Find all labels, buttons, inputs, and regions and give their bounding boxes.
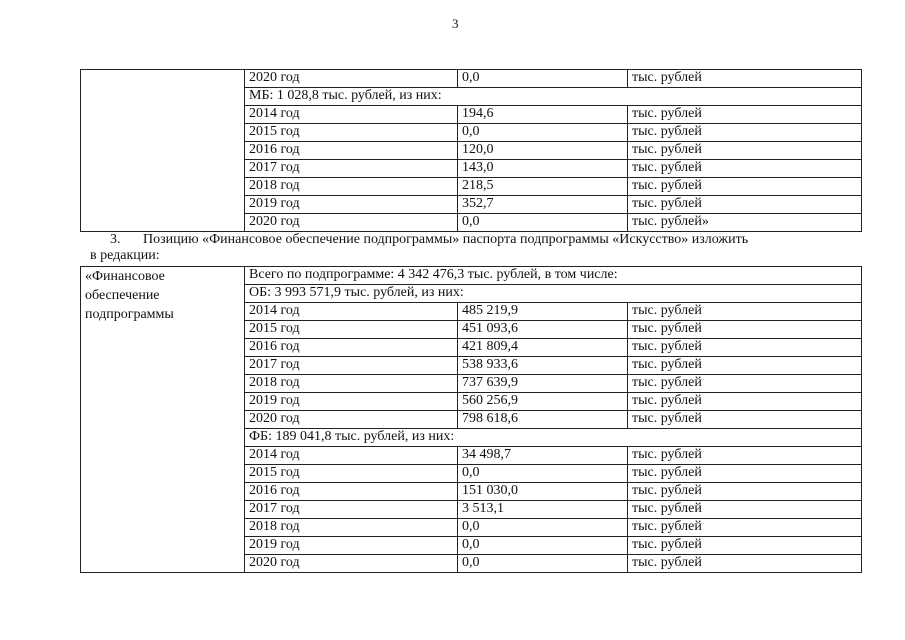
value-cell: 151 030,0	[458, 483, 628, 501]
unit-cell: тыс. рублей	[628, 465, 862, 483]
unit-cell: тыс. рублей»	[628, 214, 862, 232]
label-cell: «Финансовое обеспечение подпрограммы	[81, 267, 245, 573]
value-cell: 0,0	[458, 519, 628, 537]
value-cell: 0,0	[458, 70, 628, 88]
year-cell: 2016 год	[245, 339, 458, 357]
value-cell: 352,7	[458, 196, 628, 214]
unit-cell: тыс. рублей	[628, 519, 862, 537]
page-number: 3	[452, 16, 459, 31]
unit-cell: тыс. рублей	[628, 447, 862, 465]
unit-cell: тыс. рублей	[628, 196, 862, 214]
value-cell: 194,6	[458, 106, 628, 124]
unit-cell: тыс. рублей	[628, 483, 862, 501]
unit-cell: тыс. рублей	[628, 357, 862, 375]
year-cell: 2015 год	[245, 321, 458, 339]
value-cell: 0,0	[458, 124, 628, 142]
value-cell: 0,0	[458, 465, 628, 483]
mb-header-cell: МБ: 1 028,8 тыс. рублей, из них:	[245, 88, 862, 106]
year-cell: 2018 год	[245, 178, 458, 196]
value-cell: 218,5	[458, 178, 628, 196]
year-cell: 2016 год	[245, 142, 458, 160]
unit-cell: тыс. рублей	[628, 70, 862, 88]
unit-cell: тыс. рублей	[628, 178, 862, 196]
financing-table-continued	[80, 69, 862, 232]
unit-cell: тыс. рублей	[628, 106, 862, 124]
unit-cell: тыс. рублей	[628, 321, 862, 339]
instruction-text-line2: в редакции:	[90, 248, 160, 263]
value-cell: 34 498,7	[458, 447, 628, 465]
year-cell: 2017 год	[245, 357, 458, 375]
year-cell: 2018 год	[245, 375, 458, 393]
ob-header-cell: ОБ: 3 993 571,9 тыс. рублей, из них:	[245, 285, 862, 303]
instruction-text-line1: Позицию «Финансовое обеспечение подпрограммы» паспорта подпрограммы «Искусство» изложить	[143, 232, 749, 247]
value-cell: 451 093,6	[458, 321, 628, 339]
value-cell: 560 256,9	[458, 393, 628, 411]
year-cell: 2017 год	[245, 501, 458, 519]
label-cell-empty	[81, 70, 245, 232]
table-row	[81, 267, 862, 285]
value-cell: 0,0	[458, 214, 628, 232]
value-cell: 0,0	[458, 537, 628, 555]
fb-header-cell: ФБ: 189 041,8 тыс. рублей, из них:	[245, 429, 862, 447]
year-cell: 2017 год	[245, 160, 458, 178]
year-cell: 2020 год	[245, 214, 458, 232]
year-cell: 2015 год	[245, 465, 458, 483]
value-cell: 538 933,6	[458, 357, 628, 375]
unit-cell: тыс. рублей	[628, 124, 862, 142]
value-cell: 485 219,9	[458, 303, 628, 321]
year-cell: 2019 год	[245, 537, 458, 555]
year-cell: 2020 год	[245, 555, 458, 573]
value-cell: 3 513,1	[458, 501, 628, 519]
value-cell: 0,0	[458, 555, 628, 573]
instruction-number: 3.	[110, 232, 121, 247]
value-cell: 143,0	[458, 160, 628, 178]
year-cell: 2014 год	[245, 447, 458, 465]
total-cell: Всего по подпрограмме: 4 342 476,3 тыс. рублей, в том числе:	[245, 267, 862, 285]
year-cell: 2014 год	[245, 303, 458, 321]
unit-cell: тыс. рублей	[628, 411, 862, 429]
value-cell: 421 809,4	[458, 339, 628, 357]
year-cell: 2019 год	[245, 196, 458, 214]
value-cell: 120,0	[458, 142, 628, 160]
unit-cell: тыс. рублей	[628, 555, 862, 573]
value-cell: 798 618,6	[458, 411, 628, 429]
year-cell: 2020 год	[245, 411, 458, 429]
year-cell: 2016 год	[245, 483, 458, 501]
table-row	[81, 70, 862, 88]
unit-cell: тыс. рублей	[628, 537, 862, 555]
unit-cell: тыс. рублей	[628, 303, 862, 321]
unit-cell: тыс. рублей	[628, 375, 862, 393]
instruction-paragraph	[90, 232, 830, 263]
year-cell: 2018 год	[245, 519, 458, 537]
year-cell: 2014 год	[245, 106, 458, 124]
unit-cell: тыс. рублей	[628, 393, 862, 411]
year-cell: 2015 год	[245, 124, 458, 142]
year-cell: 2020 год	[245, 70, 458, 88]
year-cell: 2019 год	[245, 393, 458, 411]
unit-cell: тыс. рублей	[628, 501, 862, 519]
unit-cell: тыс. рублей	[628, 160, 862, 178]
value-cell: 737 639,9	[458, 375, 628, 393]
financing-table-new	[80, 266, 862, 573]
unit-cell: тыс. рублей	[628, 339, 862, 357]
unit-cell: тыс. рублей	[628, 142, 862, 160]
